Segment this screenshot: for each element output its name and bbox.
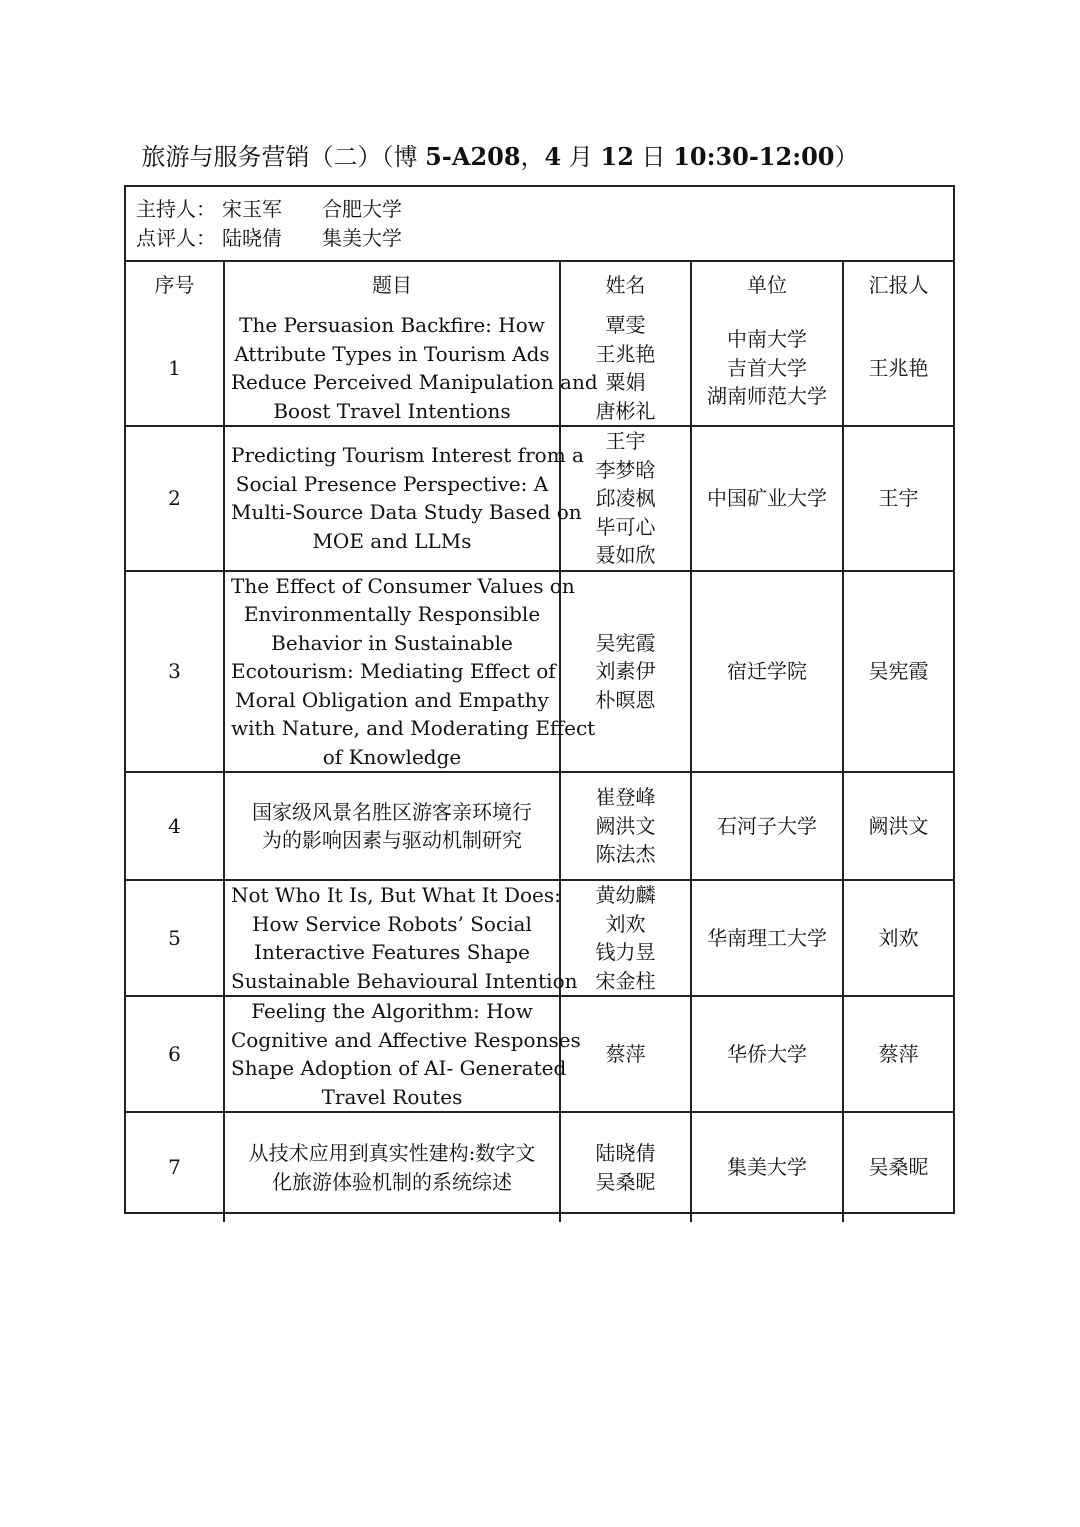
paper-title-line: Cognitive and Affective Responses	[231, 1027, 581, 1052]
title-suffix: ）	[834, 143, 859, 171]
header-authors: 姓名	[560, 260, 691, 311]
presenter-name: 刘欢	[843, 880, 953, 996]
paper-title-line: Moral Obligation and Empathy	[235, 687, 549, 712]
header-no: 序号	[126, 260, 224, 311]
affiliation-list	[691, 996, 843, 1112]
reviewer-affiliation: 集美大学	[322, 226, 402, 250]
author-name: 吴桑昵	[595, 1169, 656, 1194]
author-name: 李梦晗	[595, 457, 656, 482]
paper-title-line: Attribute Types in Tourism Ads	[234, 341, 550, 366]
paper-title-line: Reduce Perceived Manipulation and	[231, 370, 598, 394]
author-name: 毕可心	[595, 514, 656, 539]
presenter-name: 蔡萍	[843, 996, 953, 1112]
author-name: 黄幼麟	[595, 883, 656, 907]
presenter-name: 王兆艳	[843, 311, 953, 426]
affiliation-list	[691, 880, 843, 996]
author-name: 宋金柱	[595, 968, 656, 993]
paper-title-line: How Service Robots’ Social	[252, 911, 532, 936]
paper-title	[224, 1112, 560, 1222]
presenter-name: 王宇	[843, 426, 953, 571]
paper-title-line: 国家级风景名胜区游客亲环境行	[252, 799, 532, 824]
paper-title-line: Feeling the Algorithm: How	[251, 999, 533, 1023]
title-month: 4	[544, 142, 562, 171]
affiliation-name: 吉首大学	[727, 355, 807, 380]
author-name: 邱凌枫	[595, 486, 656, 510]
reviewer-name: 陆晓倩	[222, 226, 282, 250]
author-name: 陆晓倩	[595, 1141, 656, 1165]
affiliation-list	[691, 426, 843, 571]
title-month-unit: 月	[561, 143, 601, 171]
paper-title	[224, 772, 560, 880]
affiliation-list	[691, 772, 843, 880]
paper-title-line: of Knowledge	[322, 744, 462, 769]
affiliation-name: 石河子大学	[717, 813, 817, 838]
author-name: 刘素伊	[595, 659, 656, 683]
session-title	[0, 140, 1000, 174]
paper-title-line: 化旅游体验机制的系统综述	[272, 1169, 512, 1194]
affiliation-name: 宿迁学院	[727, 659, 807, 683]
row-number: 7	[126, 1112, 224, 1222]
author-name: 聂如欣	[595, 543, 656, 567]
table-row	[126, 571, 953, 773]
paper-title-line: Ecotourism: Mediating Effect of	[231, 659, 556, 683]
affiliation-name: 中南大学	[727, 327, 807, 352]
paper-title-line: 从技术应用到真实性建构:数字文	[248, 1141, 536, 1165]
paper-title-line: Sustainable Behavioural Intention	[231, 968, 578, 993]
chair-role: 主持人：	[136, 197, 216, 221]
author-name: 王宇	[605, 429, 646, 453]
affiliation-name: 华侨大学	[727, 1041, 807, 1066]
author-list	[560, 880, 691, 996]
table-row	[126, 996, 953, 1112]
author-name: 阙洪文	[595, 813, 656, 838]
table-header-row	[126, 260, 953, 311]
reviewer-role: 点评人：	[136, 226, 216, 250]
title-day: 12	[600, 142, 634, 171]
paper-title-line: The Effect of Consumer Values on	[231, 573, 575, 598]
affiliation-name: 中国矿业大学	[707, 486, 827, 510]
chair-row	[136, 195, 953, 224]
paper-title	[224, 311, 598, 426]
paper-title-line: Environmentally Responsible	[243, 602, 541, 626]
row-number: 5	[126, 880, 224, 996]
paper-title	[224, 880, 578, 996]
table-row	[126, 426, 953, 571]
author-name: 粟娟	[605, 370, 646, 394]
affiliation-list	[691, 311, 843, 426]
author-name: 覃雯	[605, 313, 646, 337]
table-row	[126, 772, 953, 880]
author-list	[560, 1112, 691, 1222]
paper-title-line: Social Presence Perspective: A	[235, 471, 549, 496]
paper-title	[224, 426, 584, 571]
affiliation-name: 集美大学	[727, 1155, 807, 1180]
paper-title-line: Not Who It Is, But What It Does:	[231, 883, 561, 907]
paper-title-line: Predicting Tourism Interest from a	[231, 443, 584, 468]
paper-title	[224, 571, 596, 773]
paper-title	[224, 996, 581, 1112]
title-time: 10:30-12:00	[673, 142, 835, 171]
paper-title-line: with Nature, and Moderating Effect	[231, 716, 596, 740]
title-room: 5-A208	[425, 142, 521, 171]
author-name: 吴宪霞	[595, 630, 656, 655]
paper-title-line: 为的影响因素与驱动机制研究	[262, 828, 522, 852]
author-name: 朴暝恩	[595, 687, 656, 712]
row-number: 1	[126, 311, 224, 426]
author-list	[560, 996, 691, 1112]
schedule-frame	[124, 185, 955, 1214]
affiliation-list	[691, 571, 843, 773]
paper-title-line: MOE and LLMs	[312, 528, 472, 553]
row-number: 3	[126, 571, 224, 773]
paper-title-line: Travel Routes	[321, 1084, 463, 1109]
author-name: 唐彬礼	[595, 398, 656, 423]
paper-title-line: Multi-Source Data Study Based on	[231, 500, 582, 525]
author-list	[560, 311, 691, 426]
author-name: 钱力昱	[595, 940, 656, 964]
table-row	[126, 880, 953, 996]
paper-title-line: Interactive Features Shape	[254, 940, 530, 964]
paper-title-line: Behavior in Sustainable	[271, 630, 513, 655]
schedule-table	[126, 260, 953, 1222]
header-title: 题目	[224, 260, 560, 311]
author-name: 刘欢	[605, 911, 646, 936]
author-name: 王兆艳	[595, 341, 656, 366]
paper-title-line: Shape Adoption of AI- Generated	[231, 1056, 567, 1080]
chair-name: 宋玉军	[222, 197, 282, 221]
presenter-name: 吴桑昵	[843, 1112, 953, 1222]
affiliation-list	[691, 1112, 843, 1222]
table-row	[126, 311, 953, 426]
header-unit: 单位	[691, 260, 843, 311]
hosts-block	[126, 187, 953, 262]
author-name: 蔡萍	[605, 1041, 646, 1066]
author-list	[560, 571, 691, 773]
presenter-name: 阙洪文	[843, 772, 953, 880]
table-body	[126, 311, 953, 1222]
title-prefix: 旅游与服务营销（二）（博	[141, 143, 426, 171]
title-day-unit: 日	[633, 143, 674, 171]
title-sep: ，	[520, 143, 545, 171]
table-row	[126, 1112, 953, 1222]
header-presenter: 汇报人	[843, 260, 953, 311]
affiliation-name: 华南理工大学	[707, 925, 827, 950]
author-list	[560, 772, 691, 880]
row-number: 2	[126, 426, 224, 571]
row-number: 4	[126, 772, 224, 880]
paper-title-line: Boost Travel Intentions	[273, 398, 511, 423]
chair-affiliation: 合肥大学	[322, 197, 402, 221]
row-number: 6	[126, 996, 224, 1112]
affiliation-name: 湖南师范大学	[707, 384, 827, 409]
author-name: 崔登峰	[595, 785, 656, 810]
author-name: 陈法杰	[595, 842, 656, 867]
presenter-name: 吴宪霞	[843, 571, 953, 773]
reviewer-row	[136, 224, 953, 253]
paper-title-line: The Persuasion Backfire: How	[239, 313, 545, 337]
